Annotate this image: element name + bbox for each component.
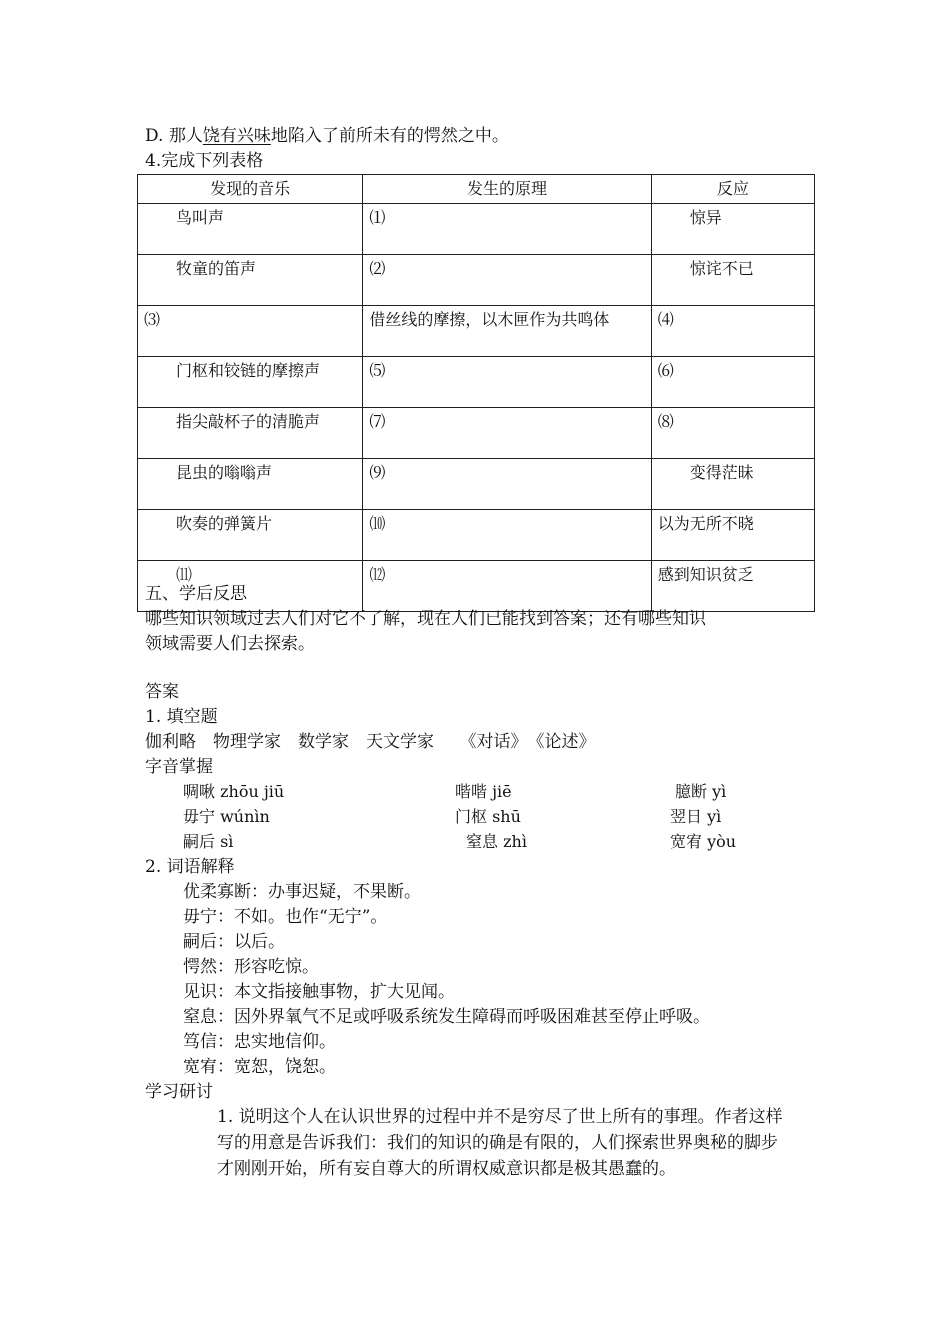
table-cell: ⑺ bbox=[363, 408, 651, 459]
reflection-line: 领域需要人们去探索。 bbox=[145, 634, 315, 654]
pinyin-item: 臆断 yì bbox=[675, 782, 727, 801]
table-row bbox=[138, 459, 815, 510]
table-cell: ⑴ bbox=[363, 204, 651, 255]
music-table bbox=[137, 174, 815, 612]
pinyin-item: 嗣后 sì bbox=[183, 832, 234, 851]
table-cell: 吹奏的弹簧片 bbox=[138, 510, 363, 561]
fill-title: 1. 填空题 bbox=[145, 707, 218, 727]
table-cell: 惊诧不已 bbox=[651, 255, 814, 306]
vocab-item: 窒息：因外界氧气不足或呼吸系统发生障碍而呼吸困难甚至停止呼吸。 bbox=[183, 1007, 710, 1027]
table-cell: 鸟叫声 bbox=[138, 204, 363, 255]
pinyin-item: 毋宁 wúnìn bbox=[183, 807, 270, 826]
table-cell: ⑹ bbox=[651, 357, 814, 408]
table-cell: 牧童的笛声 bbox=[138, 255, 363, 306]
vocab-item: 毋宁：不如。也作“无宁”。 bbox=[183, 907, 388, 927]
table-header-row bbox=[138, 175, 815, 204]
table-cell: ⑶ bbox=[138, 306, 363, 357]
table-cell: ⑿ bbox=[363, 561, 651, 612]
pinyin-item: 窒息 zhì bbox=[466, 832, 527, 851]
table-header-cell: 反应 bbox=[651, 175, 814, 204]
vocab-item: 愕然：形容吃惊。 bbox=[183, 957, 319, 977]
vocab-item: 见识：本文指接触事物，扩大见闻。 bbox=[183, 982, 455, 1002]
table-row bbox=[138, 306, 815, 357]
table-row bbox=[138, 510, 815, 561]
vocab-item: 笃信：忠实地信仰。 bbox=[183, 1032, 336, 1052]
table-cell: 指尖敲杯子的清脆声 bbox=[138, 408, 363, 459]
q4-title: 4.完成下列表格 bbox=[145, 151, 264, 171]
table-header-cell: 发现的音乐 bbox=[138, 175, 363, 204]
vocab-title: 2. 词语解释 bbox=[145, 857, 235, 877]
pinyin-item: 啁啾 zhōu jiū bbox=[183, 782, 285, 801]
pinyin-item: 喈喈 jiē bbox=[455, 782, 512, 801]
answers-title: 答案 bbox=[145, 682, 179, 702]
reflection-line: 哪些知识领域过去人们对它不了解，现在人们已能找到答案；还有哪些知识 bbox=[145, 609, 706, 629]
option-d-prefix: D. 那人 bbox=[145, 126, 203, 146]
table-cell: ⑵ bbox=[363, 255, 651, 306]
table-cell: ⑼ bbox=[363, 459, 651, 510]
table-row bbox=[138, 204, 815, 255]
table-cell: 变得茫昧 bbox=[651, 459, 814, 510]
table-cell: 以为无所不晓 bbox=[651, 510, 814, 561]
table-row bbox=[138, 408, 815, 459]
option-d-suffix: 地陷入了前所未有的愕然之中。 bbox=[270, 126, 509, 146]
table-cell: 门枢和铰链的摩擦声 bbox=[138, 357, 363, 408]
vocab-item: 宽宥：宽恕，饶恕。 bbox=[183, 1057, 336, 1077]
table-row bbox=[138, 357, 815, 408]
pinyin-item: 翌日 yì bbox=[670, 807, 722, 826]
table-row bbox=[138, 255, 815, 306]
study-paragraph: 1. 说明这个人在认识世界的过程中并不是穷尽了世上所有的事理。作者这样写的用意是告诉我们：我们的知识的确是有限的，人们探索世界奥秘的脚步才刚刚开始，所有妄自尊大的所谓权威意识都是极其愚蠢的。 bbox=[217, 1107, 783, 1179]
fill-answer: 伽利略 物理学家 数学家 天文学家 《对话》 《论述》 bbox=[145, 732, 596, 752]
table-cell: 感到知识贫乏 bbox=[651, 561, 814, 612]
table-header-cell: 发生的原理 bbox=[363, 175, 651, 204]
table-cell: ⑾ bbox=[138, 561, 363, 612]
vocab-item: 优柔寡断：办事迟疑，不果断。 bbox=[183, 882, 421, 902]
study-title: 学习研讨 bbox=[145, 1082, 213, 1102]
table-cell: ⑻ bbox=[651, 408, 814, 459]
table-cell: 惊异 bbox=[651, 204, 814, 255]
option-d-underlined: 饶有兴味 bbox=[202, 126, 271, 146]
table-cell: ⑽ bbox=[363, 510, 651, 561]
table-cell: ⑷ bbox=[651, 306, 814, 357]
pinyin-title: 字音掌握 bbox=[145, 757, 213, 777]
pinyin-item: 门枢 shū bbox=[455, 807, 521, 826]
table-cell: 借丝线的摩擦，以木匣作为共鸣体 bbox=[363, 306, 651, 357]
reflection-title: 五、学后反思 bbox=[145, 584, 247, 604]
table-cell: ⑸ bbox=[363, 357, 651, 408]
option-d bbox=[145, 124, 509, 148]
pinyin-item: 宽宥 yòu bbox=[670, 832, 737, 851]
vocab-item: 嗣后：以后。 bbox=[183, 932, 285, 952]
table-cell: 昆虫的嗡嗡声 bbox=[138, 459, 363, 510]
